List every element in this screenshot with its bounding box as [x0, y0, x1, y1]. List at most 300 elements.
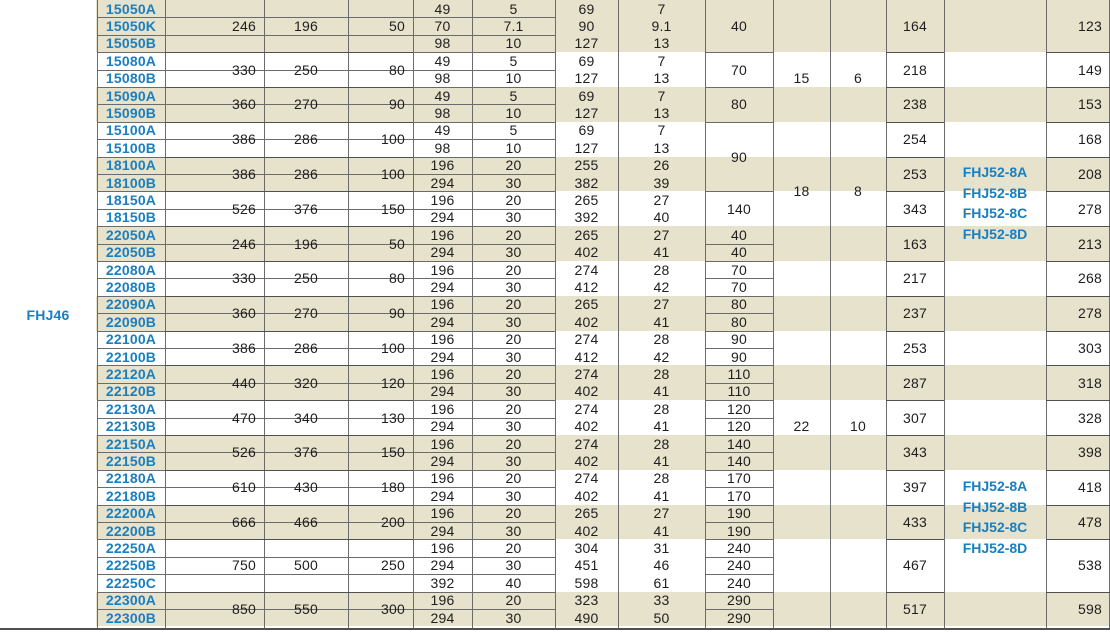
value-cell: 41	[653, 244, 670, 261]
model-cell: 18100B	[105, 174, 157, 191]
model-cell: 15100B	[105, 139, 157, 156]
group-value-cell: 517	[903, 600, 927, 617]
value-cell: 26	[653, 157, 670, 174]
value-cell: 294	[430, 522, 455, 539]
group-value-cell: 300	[381, 600, 405, 617]
value-cell: 98	[434, 70, 451, 87]
value-cell: 294	[430, 609, 455, 626]
value-cell: 294	[430, 418, 455, 435]
group-value-cell: 80	[389, 270, 405, 287]
model-cell: 15080A	[105, 52, 157, 69]
model-cell: 15080B	[105, 70, 157, 87]
model-cell: 15090A	[105, 87, 157, 104]
value-cell: 98	[434, 35, 451, 52]
value-cell: 13	[653, 105, 670, 122]
value-cell: 265	[574, 226, 599, 243]
group-value-cell: 418	[1078, 479, 1102, 496]
value-cell: 70	[731, 279, 747, 296]
group-value-cell: 120	[381, 374, 405, 391]
value-cell: 240	[727, 540, 751, 557]
value-cell: 7.1	[503, 18, 524, 35]
value-cell: 265	[574, 296, 599, 313]
group-value-cell: 270	[294, 305, 318, 322]
dimension-cell: 18	[793, 183, 810, 200]
group-value-cell: 149	[1078, 61, 1102, 78]
group-value-cell: 180	[381, 479, 405, 496]
value-cell: 90	[731, 348, 747, 365]
pipe-model: FHJ52-8A	[962, 478, 1028, 494]
group-value-cell: 470	[232, 409, 256, 426]
model-cell: 15090B	[105, 105, 157, 122]
value-cell: 98	[434, 105, 451, 122]
group-value-cell: 246	[232, 18, 256, 35]
value-cell: 41	[653, 522, 670, 539]
group-value-cell: 90	[731, 148, 747, 165]
value-cell: 402	[574, 522, 599, 539]
value-cell: 5	[509, 122, 518, 139]
value-cell: 70	[731, 261, 747, 278]
group-value-cell: 208	[1078, 165, 1102, 182]
value-cell: 402	[574, 453, 599, 470]
model-cell: 22200A	[105, 505, 157, 522]
value-cell: 255	[574, 157, 599, 174]
group-value-cell: 200	[381, 513, 405, 530]
value-cell: 120	[727, 400, 751, 417]
value-cell: 42	[653, 279, 670, 296]
group-value-cell: 340	[294, 409, 318, 426]
group-value-cell: 40	[731, 18, 747, 35]
group-value-cell: 330	[232, 61, 256, 78]
group-value-cell: 196	[294, 235, 318, 252]
value-cell: 196	[430, 400, 455, 417]
value-cell: 196	[430, 192, 455, 209]
value-cell: 39	[653, 174, 670, 191]
group-value-cell: 318	[1078, 374, 1102, 391]
value-cell: 28	[653, 435, 670, 452]
value-cell: 10	[505, 139, 522, 156]
group-value-cell: 100	[381, 131, 405, 148]
pipe-model: FHJ52-8B	[962, 184, 1028, 201]
group-value-cell: 286	[294, 131, 318, 148]
value-cell: 30	[505, 279, 522, 296]
value-cell: 30	[505, 487, 522, 504]
value-cell: 196	[430, 226, 455, 243]
group-value-cell: 500	[294, 557, 318, 574]
model-cell: 22250A	[105, 540, 157, 557]
value-cell: 41	[653, 453, 670, 470]
value-cell: 90	[731, 331, 747, 348]
value-cell: 49	[434, 87, 451, 104]
value-cell: 49	[434, 122, 451, 139]
value-cell: 196	[430, 366, 455, 383]
group-value-cell: 253	[903, 165, 927, 182]
value-cell: 290	[727, 592, 751, 609]
pipe-model: FHJ52-8D	[962, 539, 1028, 556]
model-cell: 22150B	[105, 453, 157, 470]
value-cell: 27	[653, 296, 670, 313]
value-cell: 402	[574, 383, 599, 400]
value-cell: 40	[505, 574, 522, 591]
group-value-cell: 440	[232, 374, 256, 391]
value-cell: 40	[653, 209, 670, 226]
group-value-cell: 360	[232, 96, 256, 113]
value-cell: 13	[653, 70, 670, 87]
value-cell: 20	[505, 366, 522, 383]
value-cell: 20	[505, 296, 522, 313]
model-cell: 22130B	[105, 418, 157, 435]
group-value-cell: 343	[903, 200, 927, 217]
group-value-cell: 286	[294, 339, 318, 356]
value-cell: 28	[653, 261, 670, 278]
group-value-cell: 398	[1078, 444, 1102, 461]
group-value-cell: 320	[294, 374, 318, 391]
group-value-cell: 123	[1078, 18, 1102, 35]
value-cell: 274	[574, 331, 599, 348]
value-cell: 20	[505, 435, 522, 452]
model-cell: 22120B	[105, 383, 157, 400]
value-cell: 30	[505, 174, 522, 191]
value-cell: 140	[727, 453, 751, 470]
value-cell: 40	[731, 226, 747, 243]
value-cell: 20	[505, 592, 522, 609]
model-cell: 18100A	[105, 157, 157, 174]
value-cell: 290	[727, 609, 751, 626]
group-value-cell: 478	[1078, 513, 1102, 530]
value-cell: 9.1	[651, 18, 672, 35]
group-value-cell: 50	[389, 235, 405, 252]
value-cell: 33	[653, 592, 670, 609]
value-cell: 31	[653, 540, 670, 557]
group-value-cell: 140	[727, 200, 751, 217]
value-cell: 451	[574, 557, 599, 574]
value-cell: 170	[727, 487, 751, 504]
value-cell: 294	[430, 244, 455, 261]
group-value-cell: 150	[381, 444, 405, 461]
pipe-model-list	[944, 476, 1046, 558]
group-value-cell: 376	[294, 444, 318, 461]
model-cell: 22300A	[105, 592, 157, 609]
value-cell: 50	[653, 609, 670, 626]
value-cell: 69	[578, 0, 595, 17]
pipe-model: FHJ52-8D	[962, 225, 1028, 242]
value-cell: 392	[430, 574, 455, 591]
value-cell: 196	[430, 435, 455, 452]
pipe-model: FHJ52-8A	[962, 164, 1028, 180]
value-cell: 196	[430, 261, 455, 278]
value-cell: 127	[574, 139, 599, 156]
group-value-cell: 130	[381, 409, 405, 426]
group-value-cell: 80	[389, 61, 405, 78]
value-cell: 41	[653, 487, 670, 504]
value-cell: 274	[574, 400, 599, 417]
value-cell: 30	[505, 313, 522, 330]
value-cell: 41	[653, 418, 670, 435]
value-cell: 49	[434, 0, 451, 17]
value-cell: 10	[505, 35, 522, 52]
value-cell: 294	[430, 279, 455, 296]
value-cell: 20	[505, 470, 522, 487]
value-cell: 294	[430, 383, 455, 400]
value-cell: 110	[727, 383, 751, 400]
group-value-cell: 213	[1078, 235, 1102, 252]
value-cell: 13	[653, 35, 670, 52]
value-cell: 304	[574, 540, 599, 557]
group-value-cell: 90	[389, 305, 405, 322]
group-value-cell: 164	[903, 18, 927, 35]
value-cell: 28	[653, 331, 670, 348]
value-cell: 20	[505, 505, 522, 522]
series-label: FHJ46	[26, 307, 70, 323]
group-value-cell: 430	[294, 479, 318, 496]
group-value-cell: 328	[1078, 409, 1102, 426]
value-cell: 274	[574, 470, 599, 487]
value-cell: 274	[574, 366, 599, 383]
value-cell: 41	[653, 313, 670, 330]
value-cell: 30	[505, 522, 522, 539]
group-value-cell: 610	[232, 479, 256, 496]
value-cell: 20	[505, 226, 522, 243]
group-value-cell: 80	[731, 96, 747, 113]
value-cell: 20	[505, 192, 522, 209]
group-value-cell: 238	[903, 96, 927, 113]
value-cell: 42	[653, 348, 670, 365]
value-cell: 27	[653, 505, 670, 522]
value-cell: 98	[434, 139, 451, 156]
group-value-cell: 268	[1078, 270, 1102, 287]
model-cell: 22050A	[105, 226, 157, 243]
group-value-cell: 50	[389, 18, 405, 35]
group-value-cell: 237	[903, 305, 927, 322]
group-value-cell: 526	[232, 444, 256, 461]
value-cell: 196	[430, 540, 455, 557]
value-cell: 402	[574, 418, 599, 435]
group-value-cell: 270	[294, 96, 318, 113]
value-cell: 30	[505, 418, 522, 435]
group-value-cell: 287	[903, 374, 927, 391]
group-value-cell: 386	[232, 165, 256, 182]
value-cell: 80	[731, 296, 747, 313]
value-cell: 28	[653, 470, 670, 487]
value-cell: 127	[574, 70, 599, 87]
value-cell: 120	[727, 418, 751, 435]
value-cell: 30	[505, 209, 522, 226]
pipe-model-list	[944, 162, 1046, 244]
group-value-cell: 246	[232, 235, 256, 252]
value-cell: 196	[430, 331, 455, 348]
group-value-cell: 218	[903, 61, 927, 78]
group-value-cell: 250	[294, 61, 318, 78]
value-cell: 294	[430, 487, 455, 504]
model-cell: 22200B	[105, 522, 157, 539]
value-cell: 140	[727, 435, 751, 452]
value-cell: 170	[727, 470, 751, 487]
pipe-model: FHJ52-8B	[962, 498, 1028, 515]
value-cell: 20	[505, 540, 522, 557]
value-cell: 294	[430, 174, 455, 191]
value-cell: 20	[505, 331, 522, 348]
value-cell: 10	[505, 70, 522, 87]
value-cell: 69	[578, 52, 595, 69]
value-cell: 274	[574, 435, 599, 452]
model-cell: 22090B	[105, 313, 157, 330]
value-cell: 598	[574, 574, 599, 591]
group-value-cell: 433	[903, 513, 927, 530]
value-cell: 30	[505, 453, 522, 470]
model-cell: 22090A	[105, 296, 157, 313]
value-cell: 20	[505, 400, 522, 417]
group-value-cell: 467	[903, 557, 927, 574]
value-cell: 127	[574, 105, 599, 122]
model-cell: 22120A	[105, 366, 157, 383]
value-cell: 7	[657, 52, 666, 69]
pipe-model: FHJ52-8C	[962, 519, 1028, 535]
value-cell: 27	[653, 192, 670, 209]
model-cell: 22150A	[105, 435, 157, 452]
value-cell: 382	[574, 174, 599, 191]
model-cell: 22080A	[105, 261, 157, 278]
model-cell: 22250B	[105, 557, 157, 574]
value-cell: 196	[430, 592, 455, 609]
group-value-cell: 100	[381, 165, 405, 182]
model-cell: 22100A	[105, 331, 157, 348]
group-value-cell: 307	[903, 409, 927, 426]
group-value-cell: 376	[294, 200, 318, 217]
model-cell: 15100A	[105, 122, 157, 139]
value-cell: 20	[505, 261, 522, 278]
model-cell: 22250C	[105, 574, 157, 591]
model-cell: 15050K	[105, 18, 157, 35]
value-cell: 265	[574, 505, 599, 522]
value-cell: 40	[731, 244, 747, 261]
value-cell: 294	[430, 313, 455, 330]
group-value-cell: 526	[232, 200, 256, 217]
value-cell: 323	[574, 592, 599, 609]
value-cell: 30	[505, 244, 522, 261]
group-value-cell: 397	[903, 479, 927, 496]
group-value-cell: 360	[232, 305, 256, 322]
value-cell: 274	[574, 261, 599, 278]
value-cell: 41	[653, 383, 670, 400]
dimension-cell: 15	[793, 70, 810, 87]
model-cell: 15050A	[105, 0, 157, 17]
group-value-cell: 168	[1078, 131, 1102, 148]
value-cell: 20	[505, 157, 522, 174]
value-cell: 5	[509, 87, 518, 104]
model-cell: 22100B	[105, 348, 157, 365]
value-cell: 30	[505, 348, 522, 365]
value-cell: 490	[574, 609, 599, 626]
group-value-cell: 278	[1078, 305, 1102, 322]
group-value-cell: 150	[381, 200, 405, 217]
value-cell: 30	[505, 609, 522, 626]
value-cell: 240	[727, 574, 751, 591]
group-value-cell: 70	[731, 61, 747, 78]
model-cell: 18150A	[105, 192, 157, 209]
value-cell: 69	[578, 87, 595, 104]
group-value-cell: 253	[903, 339, 927, 356]
group-value-cell: 303	[1078, 339, 1102, 356]
value-cell: 5	[509, 0, 518, 17]
dimension-cell: 6	[854, 70, 862, 87]
group-value-cell: 550	[294, 600, 318, 617]
model-cell: 22180A	[105, 470, 157, 487]
value-cell: 240	[727, 557, 751, 574]
dimension-cell: 10	[850, 418, 866, 435]
group-value-cell: 90	[389, 96, 405, 113]
value-cell: 27	[653, 226, 670, 243]
dimension-cell: 22	[793, 418, 810, 435]
group-value-cell: 100	[381, 339, 405, 356]
value-cell: 28	[653, 400, 670, 417]
value-cell: 265	[574, 192, 599, 209]
model-cell: 22080B	[105, 279, 157, 296]
value-cell: 10	[505, 105, 522, 122]
model-cell: 22130A	[105, 400, 157, 417]
value-cell: 412	[574, 348, 599, 365]
value-cell: 13	[653, 139, 670, 156]
value-cell: 5	[509, 52, 518, 69]
group-value-cell: 466	[294, 513, 318, 530]
value-cell: 294	[430, 209, 455, 226]
group-value-cell: 666	[232, 513, 256, 530]
value-cell: 412	[574, 279, 599, 296]
group-value-cell: 850	[232, 600, 256, 617]
group-value-cell: 163	[903, 235, 927, 252]
value-cell: 28	[653, 366, 670, 383]
group-value-cell: 386	[232, 131, 256, 148]
value-cell: 70	[434, 18, 451, 35]
value-cell: 80	[731, 313, 747, 330]
value-cell: 7	[657, 87, 666, 104]
group-value-cell: 330	[232, 270, 256, 287]
group-value-cell: 750	[232, 557, 256, 574]
group-value-cell: 278	[1078, 200, 1102, 217]
group-value-cell: 598	[1078, 600, 1102, 617]
value-cell: 7	[657, 0, 666, 17]
value-cell: 30	[505, 383, 522, 400]
value-cell: 110	[727, 366, 751, 383]
value-cell: 30	[505, 557, 522, 574]
group-value-cell: 217	[903, 270, 927, 287]
group-value-cell: 286	[294, 165, 318, 182]
group-value-cell: 153	[1078, 96, 1102, 113]
value-cell: 294	[430, 557, 455, 574]
model-cell: 15050B	[105, 35, 157, 52]
group-value-cell: 343	[903, 444, 927, 461]
value-cell: 190	[727, 522, 751, 539]
value-cell: 196	[430, 470, 455, 487]
model-cell: 18150B	[105, 209, 157, 226]
value-cell: 402	[574, 244, 599, 261]
value-cell: 294	[430, 348, 455, 365]
group-value-cell: 250	[294, 270, 318, 287]
group-value-cell: 386	[232, 339, 256, 356]
value-cell: 392	[574, 209, 599, 226]
group-value-cell: 250	[381, 557, 405, 574]
value-cell: 402	[574, 313, 599, 330]
value-cell: 46	[653, 557, 670, 574]
value-cell: 7	[657, 122, 666, 139]
value-cell: 190	[727, 505, 751, 522]
value-cell: 402	[574, 487, 599, 504]
model-cell: 22300B	[105, 609, 157, 626]
value-cell: 61	[653, 574, 670, 591]
value-cell: 90	[578, 18, 595, 35]
value-cell: 294	[430, 453, 455, 470]
model-cell: 22180B	[105, 487, 157, 504]
model-cell: 22050B	[105, 244, 157, 261]
table-bottom-border	[0, 628, 1110, 630]
